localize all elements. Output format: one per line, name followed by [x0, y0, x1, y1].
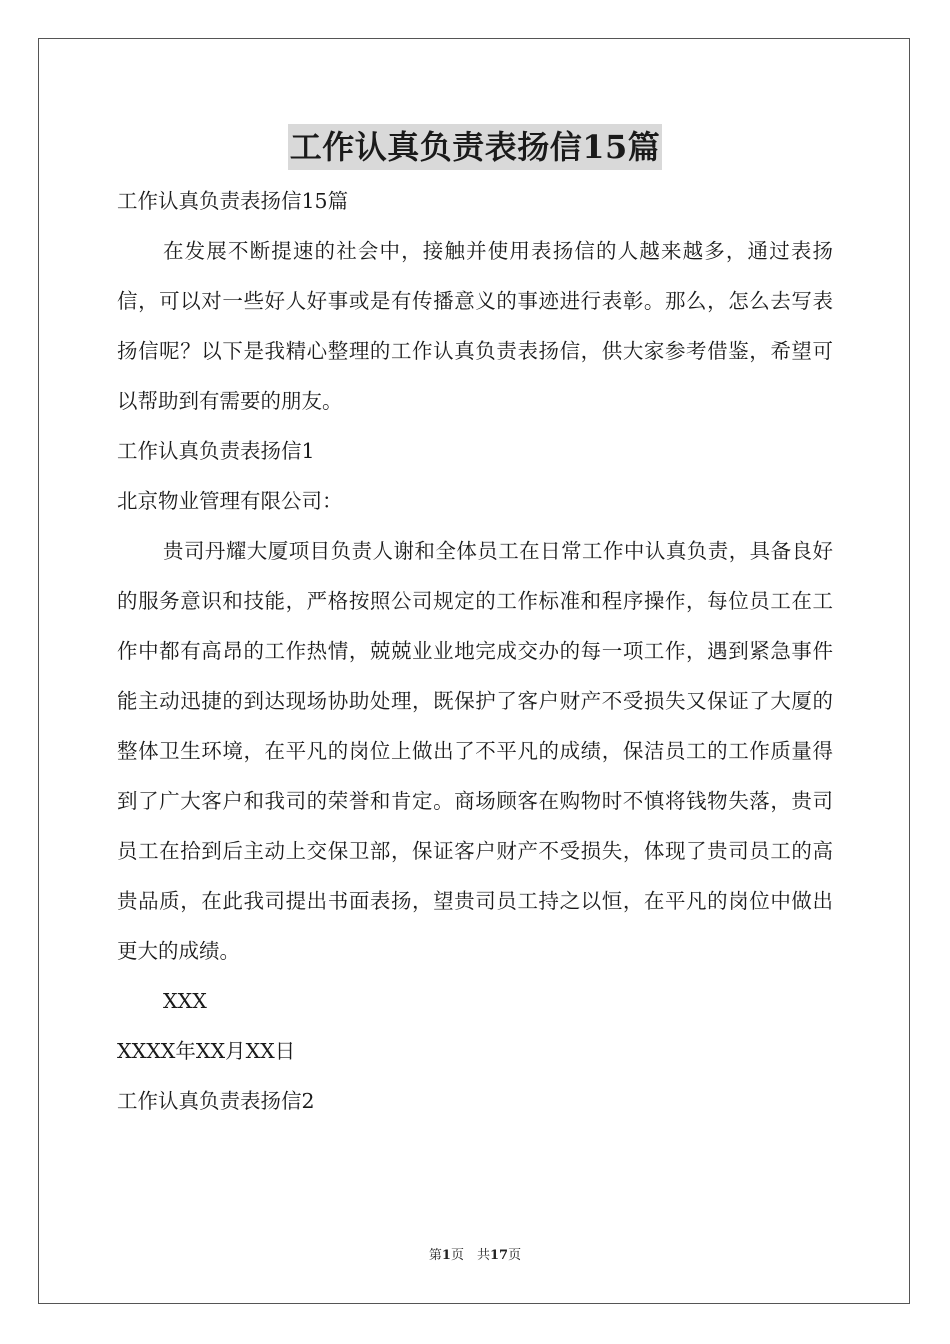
- page-footer: [0, 1247, 950, 1265]
- footer-total-pages: 17: [489, 1248, 509, 1263]
- footer-page-number: 1: [441, 1248, 451, 1263]
- intro-paragraph: 在发展不断提速的社会中，接触并使用表扬信的人越来越多，通过表扬信，可以对一些好人好事或是有传播意义的事迹进行表彰。那么，怎么去写表扬信呢？以下是我精心整理的工作认真负责表扬信，供大家参考借鉴，希望可以帮助到有需要的朋友。: [117, 239, 833, 413]
- footer-prefix: 第: [428, 1248, 442, 1263]
- footer-mid: 页 共: [450, 1248, 490, 1263]
- title-container: [0, 124, 950, 170]
- letter1-heading: 工作认真负责表扬信1: [117, 439, 315, 463]
- document-subtitle: 工作认真负责表扬信15篇: [117, 189, 349, 213]
- letter1-signature: XXX: [163, 989, 207, 1013]
- letter1-date: XXXX年XX月XX日: [117, 1039, 296, 1063]
- letter1-body: 贵司丹耀大厦项目负责人谢和全体员工在日常工作中认真负责，具备良好的服务意识和技能，严格按照公司规定的工作标准和程序操作，每位员工在工作中都有高昂的工作热情，兢兢业业地完成交办的每一项工作，遇到紧急事件能主动迅捷的到达现场协助处理，既保护了客户财产不受损失又保证了大厦的整体卫生环境，在平凡的岗位上做出了不平凡的成绩，保洁员工的工作质量得到了广大客户和我司的荣誉和肯定。商场顾客在购物时不慎将钱物失落，贵司员工在拾到后主动上交保卫部，保证客户财产不受损失，体现了贵司员工的高贵品质，在此我司提出书面表扬，望贵司员工持之以恒，在平凡的岗位中做出更大的成绩。: [117, 539, 833, 963]
- footer-suffix: 页: [508, 1248, 522, 1263]
- document-body: [117, 176, 833, 1126]
- letter2-heading: 工作认真负责表扬信2: [117, 1089, 315, 1113]
- letter1-salutation: 北京物业管理有限公司：: [117, 489, 343, 513]
- document-title: 工作认真负责表扬信15篇: [288, 124, 663, 170]
